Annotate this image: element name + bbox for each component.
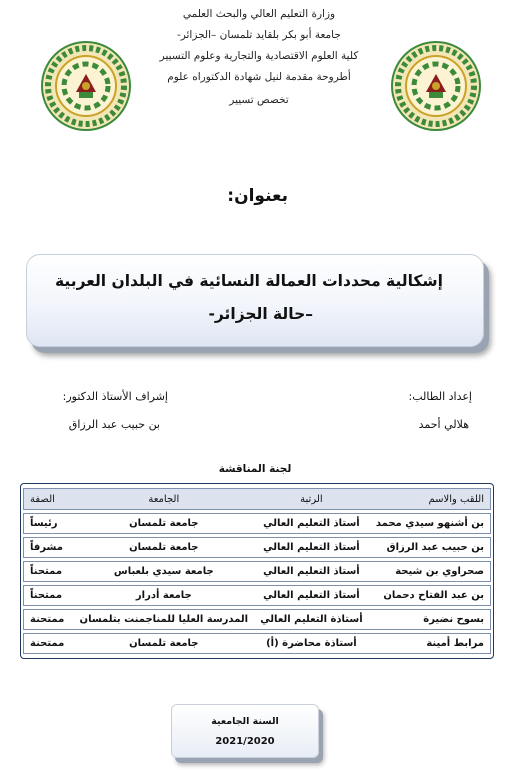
table-header-row: [23, 488, 491, 510]
institution-header: [140, 4, 378, 111]
specialty: تخصص تسيير: [229, 94, 289, 106]
table-row: [23, 633, 491, 654]
table-row: [23, 585, 491, 606]
member-role: ممتحنة: [23, 609, 73, 630]
member-rank: أستاذ التعليم العالي: [254, 513, 368, 534]
thesis-type: أطروحة مقدمة لنيل شهادة الدكتوراه علوم: [167, 71, 351, 83]
member-rank: أستاذ التعليم العالي: [254, 585, 368, 606]
member-role: ممتحناً: [23, 561, 73, 582]
member-university: المدرسة العليا للمناجمنت بتلمسان: [73, 609, 254, 630]
university-seal-right: [390, 40, 482, 132]
member-university: جامعة تلمسان: [73, 537, 254, 558]
author-label: إعداد الطالب:: [408, 390, 472, 403]
member-name: مرابط أمينة: [369, 633, 491, 654]
member-rank: أستاذة محاضرة (أ): [254, 633, 368, 654]
thesis-title-box: [26, 254, 484, 347]
university-seal-icon: [390, 40, 482, 132]
member-name: بن أشنهو سيدي محمد: [369, 513, 491, 534]
supervisor-name: بن حبيب عبد الرزاق: [68, 418, 160, 431]
member-university: جامعة أدرار: [73, 585, 254, 606]
title-label: بعنوان:: [227, 186, 288, 206]
university-name: جامعة أبو بكر بلقايد تلمسان –الجزائر-: [177, 29, 341, 41]
member-role: مشرفاً: [23, 537, 73, 558]
header-university: الجامعة: [73, 488, 254, 510]
member-rank: أستاذ التعليم العالي: [254, 561, 368, 582]
member-university: جامعة سيدي بلعباس: [73, 561, 254, 582]
table-row: [23, 537, 491, 558]
academic-year-label: السنة الجامعية: [211, 716, 279, 727]
table-row: [23, 513, 491, 534]
header-name: اللقب والاسم: [369, 488, 491, 510]
header-role: الصفة: [23, 488, 73, 510]
table-row: [23, 609, 491, 630]
academic-year-value: 2021/2020: [215, 736, 275, 747]
member-name: بن عبد الفتاح دحمان: [369, 585, 491, 606]
header-rank: الرتبة: [254, 488, 368, 510]
thesis-title-line1: إشكالية محددات العمالة النسائية في البلدان العربية: [55, 272, 443, 290]
member-name: صحراوي بن شيحة: [369, 561, 491, 582]
committee-table: [20, 483, 494, 659]
academic-year-box: [171, 704, 319, 758]
table-row: [23, 561, 491, 582]
member-rank: أستاذة التعليم العالي: [254, 609, 368, 630]
member-role: رئيساً: [23, 513, 73, 534]
faculty-name: كلية العلوم الاقتصادية والتجارية وعلوم التسيير: [159, 50, 359, 62]
university-seal-left: [40, 40, 132, 132]
member-role: ممتحناً: [23, 585, 73, 606]
thesis-title-line2: –حالة الجزائر-: [208, 305, 313, 323]
ministry-name: وزارة التعليم العالي والبحث العلمي: [182, 8, 336, 20]
university-seal-icon: [40, 40, 132, 132]
member-role: ممتحنة: [23, 633, 73, 654]
member-university: جامعة تلمسان: [73, 513, 254, 534]
member-rank: أستاذ التعليم العالي: [254, 537, 368, 558]
member-name: بن حبيب عبد الرزاق: [369, 537, 491, 558]
member-university: جامعة تلمسان: [73, 633, 254, 654]
committee-title: لجنة المناقشة: [218, 463, 292, 475]
member-name: بسوح نضيرة: [369, 609, 491, 630]
supervisor-label: إشراف الأستاذ الدكتور:: [62, 390, 168, 403]
author-name: هلالي أحمد: [418, 418, 469, 431]
